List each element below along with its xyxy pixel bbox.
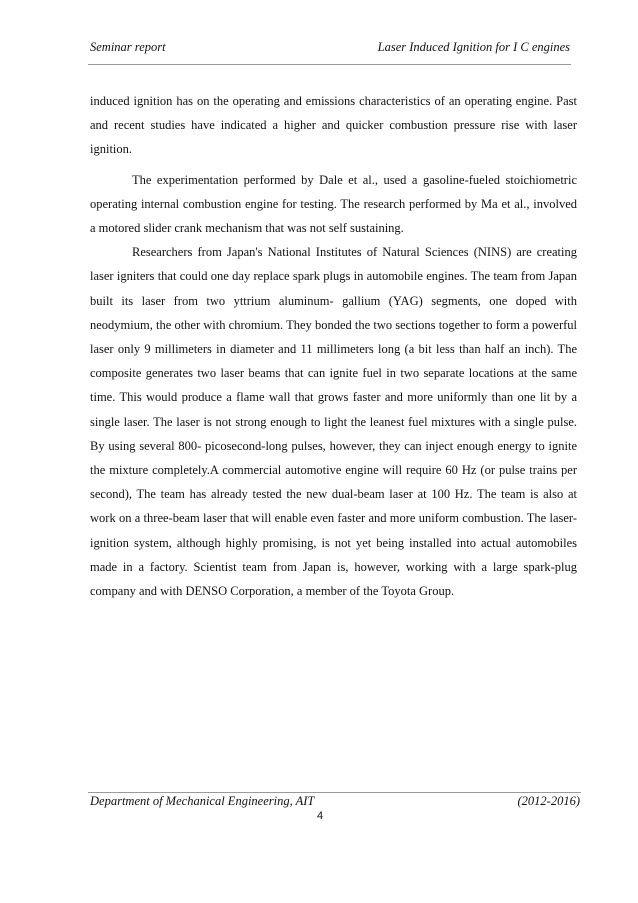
body-paragraph-3: Researchers from Japan's National Institutes of Natural Sciences (NINS) are creating laser igniters that could one day replace spark plugs in automobile engines. The team from Japan built its laser from two yttrium aluminum- gallium (YAG) segments, one doped with neodymium, the other with chromium. They bonded the two sections together to form a powerful laser only 9 millimeters in diameter and 11 millimeters long (a bit less than half an inch). The composite generates two laser beams that can ignite fuel in two separate locations at the same time. This would produce a flame wall that grows faster and more uniformly than one lit by a single laser. The laser is not strong enough to light the leanest fuel mixtures with a single pulse. By using several 800- picosecond-long pulses, however, they can inject enough energy to ignite the mixture completely.A commercial automotive engine will require 60 Hz (or pulse trains per second), The team has already tested the new dual-beam laser at 100 Hz. The team is also at work on a three-beam laser that will enable even faster and more uniform combustion. The laser-ignition system, although highly promising, is not yet being installed into actual automobiles made in a factory. Scientist team from Japan is, however, working with a large spark-plug company and with DENSO Corporation, a member of the Toyota Group. [90,245,577,599]
footer-rule [88,792,581,793]
footer-department: Department of Mechanical Engineering, AIT [90,794,315,808]
footer-years: (2012-2016) [517,794,580,808]
header-report-type: Seminar report [90,40,166,54]
document-body [90,89,577,603]
body-paragraph-2: The experimentation performed by Dale et al., used a gasoline-fueled stoichiometric operating internal combustion engine for testing. The research performed by Ma et al., involved a motored slider crank mechanism that was not self sustaining. [90,172,577,236]
body-paragraph-1: induced ignition has on the operating and emissions characteristics of an operating engine. Past and recent studies have indicated a higher and quicker combustion pressure rise with laser ignition. [90,94,577,157]
header-rule [88,64,571,65]
page-number: 4 [316,810,324,822]
header-report-title: Laser Induced Ignition for I C engines [377,40,570,54]
page-header [90,40,570,60]
